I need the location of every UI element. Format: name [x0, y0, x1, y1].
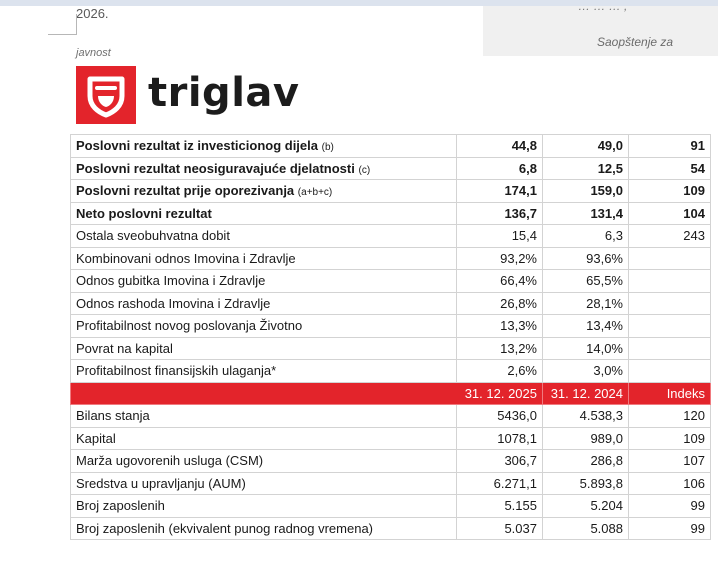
row-label-text: Kapital	[76, 430, 116, 446]
row-label	[71, 405, 457, 428]
value-2024-text: 5.204	[590, 498, 623, 514]
row-label-text: Odnos rashoda Imovina i Zdravlje	[76, 295, 271, 311]
value-2025-text: 66,4%	[500, 273, 537, 289]
index-value	[629, 180, 711, 203]
index-value	[629, 247, 711, 270]
value-2024-text: 6,3	[604, 228, 623, 244]
value-2025	[457, 270, 543, 293]
row-label	[71, 270, 457, 293]
index-value-text: 120	[683, 408, 705, 424]
index-value-text: 107	[683, 453, 705, 469]
row-label-text: Profitabilnost novog poslovanja Životno	[76, 318, 303, 334]
value-2024-text: 4.538,3	[579, 408, 623, 424]
row-label-text: Broj zaposlenih	[76, 498, 165, 514]
value-2025	[457, 315, 543, 338]
row-label	[71, 202, 457, 225]
row-label	[71, 225, 457, 248]
index-value	[629, 405, 711, 428]
row-label	[71, 427, 457, 450]
table-row	[71, 292, 711, 315]
table-row	[71, 157, 711, 180]
row-label	[71, 315, 457, 338]
row-label-text: Poslovni rezultat neosiguravajuće djelatnosti	[76, 160, 355, 176]
value-2025	[457, 135, 543, 158]
value-2025-text: 1078,1	[497, 430, 537, 446]
value-2024	[543, 270, 629, 293]
index-value-text: 106	[683, 475, 705, 491]
index-value-text: 243	[683, 228, 705, 244]
row-label-text: Odnos gubitka Imovina i Zdravlje	[76, 273, 266, 289]
row-label-text: Poslovni rezultat iz investicionog dijela	[76, 138, 318, 154]
value-2024	[543, 360, 629, 383]
index-value-text: 54	[690, 160, 705, 176]
table-row	[71, 225, 711, 248]
header-index-text: Indeks	[666, 385, 705, 401]
value-2024-text: 159,0	[590, 183, 623, 199]
row-label	[71, 247, 457, 270]
row-label	[71, 360, 457, 383]
header-date-text: 2026.	[76, 6, 109, 21]
value-2024	[543, 315, 629, 338]
index-value-text: 99	[690, 498, 705, 514]
financial-summary-table	[70, 134, 711, 540]
value-2024	[543, 292, 629, 315]
row-label-text: Neto poslovni rezultat	[76, 205, 212, 221]
side-label: javnost	[76, 47, 111, 59]
value-2024	[543, 450, 629, 473]
value-2025-text: 136,7	[504, 205, 537, 221]
table-row	[71, 135, 711, 158]
header-cut-text: … … … ,	[578, 0, 628, 13]
index-value	[629, 135, 711, 158]
header-date-2025	[457, 382, 543, 405]
value-2025	[457, 225, 543, 248]
table-row	[71, 270, 711, 293]
value-2024-text: 5.088	[590, 520, 623, 536]
index-value	[629, 202, 711, 225]
index-value	[629, 337, 711, 360]
value-2025-text: 6,8	[518, 160, 537, 176]
value-2025-text: 2,6%	[507, 363, 537, 379]
row-label-note: (a+b+c)	[297, 187, 333, 199]
value-2024-text: 131,4	[590, 205, 623, 221]
value-2025	[457, 292, 543, 315]
value-2024-text: 5.893,8	[579, 475, 623, 491]
value-2024-text: 12,5	[597, 160, 623, 176]
index-value	[629, 472, 711, 495]
value-2025	[457, 337, 543, 360]
header-date-2025-text: 31. 12. 2025	[464, 385, 537, 401]
row-label	[71, 517, 457, 540]
row-label	[71, 472, 457, 495]
value-2025	[457, 450, 543, 473]
header-date-2024-text: 31. 12. 2024	[550, 385, 623, 401]
index-value	[629, 157, 711, 180]
value-2024-text: 286,8	[590, 453, 623, 469]
row-label-text: Poslovni rezultat prije oporezivanja	[76, 183, 295, 199]
row-label	[71, 292, 457, 315]
index-value-text: 104	[683, 205, 705, 221]
value-2025	[457, 157, 543, 180]
value-2024-text: 14,0%	[586, 340, 623, 356]
row-label	[71, 450, 457, 473]
value-2025-text: 5.155	[504, 498, 537, 514]
value-2024	[543, 517, 629, 540]
row-label	[71, 337, 457, 360]
header-date-2024	[543, 382, 629, 405]
row-label-text: Povrat na kapital	[76, 340, 173, 356]
value-2024	[543, 472, 629, 495]
value-2025-text: 306,7	[504, 453, 537, 469]
index-value-text: 99	[690, 520, 705, 536]
table-row	[71, 472, 711, 495]
value-2025-text: 15,4	[511, 228, 537, 244]
index-value	[629, 315, 711, 338]
value-2025-text: 93,2%	[500, 250, 537, 266]
header-index	[629, 382, 711, 405]
row-label-text: Profitabilnost finansijskih ulaganja*	[76, 363, 277, 379]
logo-mark	[76, 66, 136, 124]
value-2025-text: 13,3%	[500, 318, 537, 334]
triglav-shield-icon	[76, 66, 136, 124]
value-2024-text: 3,0%	[593, 363, 623, 379]
value-2024-text: 989,0	[590, 430, 623, 446]
value-2025	[457, 360, 543, 383]
value-2024	[543, 225, 629, 248]
index-value-text: 109	[683, 183, 705, 199]
value-2025-text: 26,8%	[500, 295, 537, 311]
index-value	[629, 292, 711, 315]
table-row	[71, 337, 711, 360]
value-2024-text: 28,1%	[586, 295, 623, 311]
table-row	[71, 495, 711, 518]
value-2024-text: 13,4%	[586, 318, 623, 334]
value-2025	[457, 495, 543, 518]
page-corner-mark	[48, 14, 77, 35]
value-2024-text: 93,6%	[586, 250, 623, 266]
row-label-note: (c)	[358, 164, 371, 176]
logo-wordmark: triglav	[148, 70, 300, 116]
table-row	[71, 517, 711, 540]
value-2025	[457, 247, 543, 270]
table-row	[71, 405, 711, 428]
value-2025	[457, 202, 543, 225]
value-2025	[457, 405, 543, 428]
value-2024	[543, 135, 629, 158]
value-2024	[543, 337, 629, 360]
value-2024	[543, 405, 629, 428]
value-2024	[543, 247, 629, 270]
table-row	[71, 247, 711, 270]
row-label	[71, 157, 457, 180]
value-2025	[457, 472, 543, 495]
table-row	[71, 315, 711, 338]
value-2025	[457, 427, 543, 450]
header-right-panel	[483, 0, 718, 56]
value-2024	[543, 157, 629, 180]
header-blank-cell	[71, 382, 457, 405]
row-label-text: Kombinovani odnos Imovina i Zdravlje	[76, 250, 296, 266]
row-label-text: Broj zaposlenih (ekvivalent punog radnog vremena)	[76, 520, 374, 536]
table-row	[71, 360, 711, 383]
value-2025-text: 6.271,1	[493, 475, 537, 491]
row-label-text: Ostala sveobuhvatna dobit	[76, 228, 230, 244]
value-2024	[543, 180, 629, 203]
index-value	[629, 495, 711, 518]
index-value	[629, 450, 711, 473]
press-release-caption: Saopštenje za	[597, 35, 674, 49]
row-label	[71, 135, 457, 158]
value-2025	[457, 180, 543, 203]
value-2025-text: 44,8	[511, 138, 537, 154]
value-2025	[457, 517, 543, 540]
index-value	[629, 225, 711, 248]
index-value-text: 91	[690, 138, 705, 154]
index-value	[629, 360, 711, 383]
row-label	[71, 495, 457, 518]
index-value	[629, 270, 711, 293]
table-header-row	[71, 382, 711, 405]
value-2024	[543, 427, 629, 450]
value-2025-text: 5.037	[504, 520, 537, 536]
index-value	[629, 517, 711, 540]
table-row	[71, 202, 711, 225]
row-label-text: Marža ugovorenih usluga (CSM)	[76, 453, 264, 469]
value-2025-text: 13,2%	[500, 340, 537, 356]
value-2025-text: 174,1	[504, 183, 537, 199]
index-value	[629, 427, 711, 450]
value-2024	[543, 495, 629, 518]
row-label-text: Bilans stanja	[76, 408, 150, 424]
row-label-note: (b)	[321, 142, 334, 154]
value-2024-text: 49,0	[597, 138, 623, 154]
index-value-text: 109	[683, 430, 705, 446]
triglav-logo	[76, 66, 300, 124]
table-row	[71, 450, 711, 473]
value-2025-text: 5436,0	[497, 408, 537, 424]
row-label	[71, 180, 457, 203]
value-2024-text: 65,5%	[586, 273, 623, 289]
row-label-text: Sredstva u upravljanju (AUM)	[76, 475, 246, 491]
value-2024	[543, 202, 629, 225]
table-row	[71, 180, 711, 203]
table-row	[71, 427, 711, 450]
